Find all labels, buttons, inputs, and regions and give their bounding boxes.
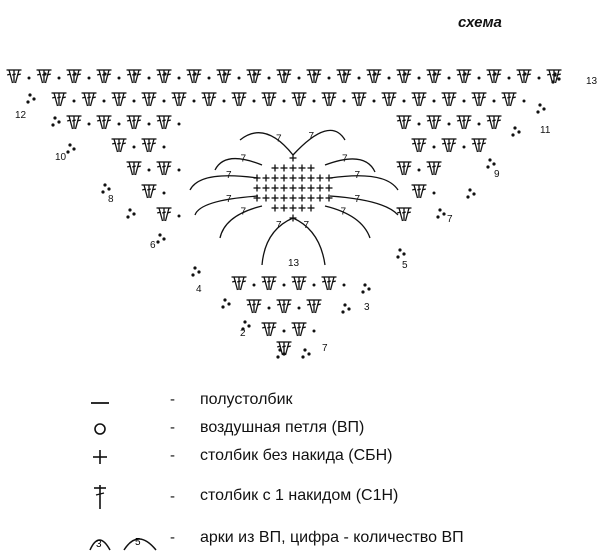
chain-arc	[190, 176, 258, 190]
shell-stitch	[232, 277, 247, 290]
chain-dot	[53, 116, 56, 119]
chain-dot	[156, 240, 159, 243]
shell-stitch	[112, 139, 127, 152]
chain-dot	[162, 237, 165, 240]
sc-cross	[308, 185, 315, 192]
sc-cross	[272, 195, 279, 202]
chain-dot	[268, 77, 271, 80]
chain-dot	[227, 302, 230, 305]
shell-stitch	[67, 70, 82, 83]
sc-cross	[281, 195, 288, 202]
chain-dot	[32, 97, 35, 100]
chain-dot	[298, 77, 301, 80]
shell-stitches	[7, 70, 562, 355]
chain-dot	[361, 290, 364, 293]
row-number-5: 5	[402, 260, 408, 271]
chain-dot	[283, 330, 286, 333]
chain-dot	[538, 77, 541, 80]
chain-dot	[298, 307, 301, 310]
shell-stitch	[157, 70, 172, 83]
chain-dot	[403, 72, 406, 75]
chain-dot	[478, 77, 481, 80]
chain-dot	[58, 77, 61, 80]
chain-dot	[107, 187, 110, 190]
sc-cross	[308, 175, 315, 182]
chain-dot	[73, 100, 76, 103]
sc-cross	[254, 195, 261, 202]
chain-dot	[133, 146, 136, 149]
chain-dot	[478, 123, 481, 126]
chain-dot	[282, 352, 285, 355]
chain-dot	[103, 100, 106, 103]
chain-dot	[163, 72, 166, 75]
chain-dot	[463, 146, 466, 149]
arc-label: 7	[354, 170, 361, 181]
chain-dot	[178, 169, 181, 172]
row-number-labels	[15, 76, 598, 354]
chain-dot	[468, 188, 471, 191]
chain-dot	[343, 100, 346, 103]
chain-dot	[448, 77, 451, 80]
chain-dot	[193, 100, 196, 103]
chain-dot	[197, 270, 200, 273]
shell-stitch	[247, 300, 262, 313]
shell-stitch	[442, 139, 457, 152]
arc-count-3: 3	[96, 539, 102, 550]
row-number-8: 8	[108, 194, 114, 205]
sc-cross	[272, 165, 279, 172]
chain-dot	[433, 100, 436, 103]
shell-stitch	[277, 70, 292, 83]
chain-dot	[433, 192, 436, 195]
chain-dot	[436, 215, 439, 218]
chain-dot	[343, 72, 346, 75]
legend-dash: -	[170, 447, 175, 464]
chain-dot	[396, 255, 399, 258]
chain-dot	[551, 80, 554, 83]
shell-stitch	[142, 139, 157, 152]
shell-stitch	[427, 116, 442, 129]
arc-label: 7	[226, 194, 232, 205]
sc-cross	[299, 175, 306, 182]
shell-stitch	[262, 277, 277, 290]
legend-label-arcs: арки из ВП, цифра - количество ВП	[200, 529, 464, 546]
sc-cross	[281, 165, 288, 172]
sc-cross	[281, 175, 288, 182]
chain-dot	[88, 123, 91, 126]
chain-dot	[313, 72, 316, 75]
diagram-title: схема	[458, 14, 502, 31]
sc-cross	[272, 175, 279, 182]
shell-stitch	[127, 162, 142, 175]
row-number-4: 4	[196, 284, 202, 295]
chain-dot	[313, 284, 316, 287]
shell-stitch	[67, 116, 82, 129]
legend-label-half-dc: полустолбик	[200, 391, 293, 408]
shell-stitch	[397, 70, 412, 83]
sc-cross	[317, 185, 324, 192]
row-number-13: 13	[586, 76, 598, 87]
chain-dot	[488, 158, 491, 161]
shell-stitch	[112, 93, 127, 106]
legend-row-dc	[0, 480, 607, 514]
chain-dot	[536, 110, 539, 113]
shell-stitch	[247, 70, 262, 83]
chain-dot	[88, 77, 91, 80]
legend-row-half-dc	[0, 388, 607, 418]
chain-dot	[51, 123, 54, 126]
arc-label: 7	[226, 170, 232, 181]
chain-dot	[363, 283, 366, 286]
shell-stitch	[292, 323, 307, 336]
chain-dot	[253, 72, 256, 75]
chain-dot	[388, 77, 391, 80]
shell-stitch	[307, 300, 322, 313]
chain-arc	[240, 133, 293, 155]
shell-stitch	[142, 185, 157, 198]
sc-cross	[308, 205, 315, 212]
shell-stitch	[277, 300, 292, 313]
shell-stitch	[502, 93, 517, 106]
arc-label: 7	[303, 220, 310, 231]
chain-dot	[223, 298, 226, 301]
shell-stitch	[52, 93, 67, 106]
chain-dot	[243, 320, 246, 323]
shell-stitch	[457, 70, 472, 83]
chain-dot	[553, 73, 556, 76]
chain-dot	[208, 77, 211, 80]
arc-label: 7	[340, 206, 347, 218]
shell-stitch	[457, 116, 472, 129]
shell-stitch	[262, 323, 277, 336]
shell-stitch	[97, 70, 112, 83]
chain-dot	[307, 352, 310, 355]
sc-cross	[299, 195, 306, 202]
chain-dot	[26, 100, 29, 103]
shell-stitch	[82, 93, 97, 106]
shell-stitch	[322, 93, 337, 106]
chain-dot	[367, 287, 370, 290]
chain-arc	[330, 176, 398, 190]
chain-arc	[215, 159, 262, 170]
chain-dot	[313, 100, 316, 103]
chain-arc	[325, 206, 370, 238]
arc-label: 7	[276, 133, 282, 145]
chain-dot	[402, 252, 405, 255]
sc-cross	[281, 205, 288, 212]
chain-dot	[103, 183, 106, 186]
legend-label-dc: столбик с 1 накидом (С1Н)	[200, 487, 399, 504]
sc-cross	[263, 175, 270, 182]
chain-arc	[325, 159, 375, 172]
arc-label: 7	[240, 153, 247, 165]
center-row-label: 13	[288, 258, 300, 269]
shell-stitch	[157, 162, 172, 175]
sc-cross	[290, 215, 297, 222]
shell-stitch	[412, 93, 427, 106]
legend-dash: -	[170, 419, 175, 436]
shell-stitch	[127, 116, 142, 129]
sc-cross	[272, 205, 279, 212]
chain-dot	[178, 123, 181, 126]
sc-cross	[308, 195, 315, 202]
sc-cross	[299, 165, 306, 172]
legend-dash: -	[170, 488, 175, 505]
chain-dot	[301, 355, 304, 358]
arc-count-5: 5	[135, 537, 141, 548]
chain-dot	[433, 146, 436, 149]
chain-dot	[538, 103, 541, 106]
chain-dot	[517, 130, 520, 133]
row-number-11: 11	[540, 125, 551, 136]
half-stitch-icon	[88, 396, 112, 410]
shell-stitch	[157, 208, 172, 221]
sc-cross	[272, 185, 279, 192]
chain-dot	[163, 146, 166, 149]
shell-stitch	[472, 93, 487, 106]
chain-dot	[223, 100, 226, 103]
shell-stitch	[427, 70, 442, 83]
row-number-7-bottom: 7	[322, 343, 328, 354]
chain-dot	[511, 133, 514, 136]
sc-cross	[290, 175, 297, 182]
row-number-10: 10	[55, 152, 67, 163]
sc-cross	[290, 205, 297, 212]
chain-dot	[433, 72, 436, 75]
sc-cross	[299, 205, 306, 212]
chain-dot	[438, 208, 441, 211]
sc-cross	[263, 185, 270, 192]
sc-cross	[317, 195, 324, 202]
legend-row-arcs	[0, 526, 607, 556]
chain-dot	[118, 77, 121, 80]
chain-dot	[178, 215, 181, 218]
chain-dot	[28, 77, 31, 80]
arc-label: 7	[308, 131, 315, 142]
arc-label: 7	[354, 194, 361, 205]
shell-stitch	[412, 185, 427, 198]
chain-dot	[276, 355, 279, 358]
chain-dot	[68, 143, 71, 146]
chain-dot	[133, 100, 136, 103]
chain-arc-icons	[86, 528, 166, 554]
arc-label: 7	[276, 220, 282, 231]
chain-dot	[193, 72, 196, 75]
chain-dot	[148, 77, 151, 80]
chain-dot	[463, 72, 466, 75]
chain-dot	[178, 77, 181, 80]
shell-stitch	[382, 93, 397, 106]
shell-stitch	[232, 93, 247, 106]
chain-dot	[492, 162, 495, 165]
chain-dot	[418, 123, 421, 126]
chain-dot	[493, 72, 496, 75]
chain-dot	[283, 72, 286, 75]
chain-dot	[347, 307, 350, 310]
chain-dot	[253, 284, 256, 287]
shell-stitch	[202, 93, 217, 106]
chain-dot	[448, 123, 451, 126]
chain-dot	[221, 305, 224, 308]
chain-dot	[493, 100, 496, 103]
chain-dot	[373, 72, 376, 75]
shell-stitch	[262, 93, 277, 106]
chain-dot	[313, 330, 316, 333]
chain-dot	[278, 348, 281, 351]
sc-cross	[326, 185, 333, 192]
arc-label: 7	[240, 206, 247, 218]
chain-dot	[57, 120, 60, 123]
shell-stitch	[367, 70, 382, 83]
shell-stitch	[472, 139, 487, 152]
shell-stitch	[322, 277, 337, 290]
chain-dot	[341, 310, 344, 313]
double-crochet-icon	[90, 482, 110, 510]
chain-dot	[72, 147, 75, 150]
shell-stitch	[427, 162, 442, 175]
sc-cross	[317, 175, 324, 182]
shell-stitch	[397, 116, 412, 129]
chain-dot	[343, 284, 346, 287]
chain-dot	[328, 77, 331, 80]
chain-arc	[293, 130, 345, 155]
sc-cross	[290, 195, 297, 202]
chain-dot	[101, 190, 104, 193]
chain-dot	[403, 100, 406, 103]
shell-stitch	[172, 93, 187, 106]
chain-dot	[373, 100, 376, 103]
chain-dot	[442, 212, 445, 215]
legend-row-chain	[0, 416, 607, 446]
shell-stitch	[412, 139, 427, 152]
shell-stitch	[292, 277, 307, 290]
chain-dot	[303, 348, 306, 351]
shell-stitch	[7, 70, 22, 83]
chain-dot	[523, 72, 526, 75]
chain-dot	[523, 100, 526, 103]
shell-stitch	[97, 116, 112, 129]
chain-dot	[238, 77, 241, 80]
shell-stitch	[187, 70, 202, 83]
chain-dot	[472, 192, 475, 195]
sc-cross	[281, 185, 288, 192]
chain-dot	[513, 126, 516, 129]
chain-dot	[283, 100, 286, 103]
row-number-9: 9	[494, 169, 500, 180]
chain-dot	[133, 72, 136, 75]
chain-dot	[148, 169, 151, 172]
chain-dot	[163, 100, 166, 103]
sc-cross	[254, 175, 261, 182]
chain-dot	[343, 303, 346, 306]
chain-dot	[43, 72, 46, 75]
sc-cross	[326, 175, 333, 182]
chain-dot	[418, 77, 421, 80]
sc-cross	[308, 165, 315, 172]
chain-dot	[28, 93, 31, 96]
legend-row-sc	[0, 444, 607, 474]
chain-dot	[283, 284, 286, 287]
chain-dot	[557, 77, 560, 80]
row-number-2: 2	[240, 328, 246, 339]
chain-dot	[418, 169, 421, 172]
chain-dot	[542, 107, 545, 110]
shell-stitch	[142, 93, 157, 106]
row-number-6: 6	[150, 240, 156, 251]
shell-stitch	[217, 70, 232, 83]
chain-dot	[118, 123, 121, 126]
shell-stitch	[337, 70, 352, 83]
sc-cross	[290, 155, 297, 162]
chain-dot	[163, 192, 166, 195]
chain-dot	[132, 212, 135, 215]
chain-dot	[193, 266, 196, 269]
chain-dot	[247, 324, 250, 327]
chain-dot	[73, 72, 76, 75]
row-number-7: 7	[447, 214, 453, 225]
shell-stitch	[127, 70, 142, 83]
chain-dot	[223, 72, 226, 75]
chain-dot	[508, 77, 511, 80]
shell-stitch	[37, 70, 52, 83]
chain-dot	[466, 195, 469, 198]
row-number-3: 3	[364, 302, 370, 313]
sc-cross	[254, 185, 261, 192]
shell-stitch	[442, 93, 457, 106]
shell-stitch	[397, 208, 412, 221]
chain-stitch-icon	[92, 420, 108, 436]
single-crochet-icon	[91, 447, 109, 465]
legend-label-sc: столбик без накида (СБН)	[200, 447, 393, 464]
arc-label: 7	[342, 153, 348, 165]
sc-cross	[263, 195, 270, 202]
shell-stitch	[517, 70, 532, 83]
chain-dot	[486, 165, 489, 168]
chain-dot	[463, 100, 466, 103]
chain-dot	[268, 307, 271, 310]
chain-dot	[158, 233, 161, 236]
row-number-12: 12	[15, 110, 27, 121]
shell-stitch	[157, 116, 172, 129]
shell-stitch	[307, 70, 322, 83]
center-sc-grid	[254, 155, 333, 222]
chain-dot	[398, 248, 401, 251]
chain-dot	[191, 273, 194, 276]
shell-stitch	[397, 162, 412, 175]
legend-label-chain: воздушная петля (ВП)	[200, 419, 365, 436]
legend-dash: -	[170, 529, 175, 546]
chain-dot	[253, 100, 256, 103]
chain-dot	[66, 150, 69, 153]
shell-stitch	[487, 70, 502, 83]
chain-dot	[358, 77, 361, 80]
chain-dot	[103, 72, 106, 75]
sc-cross	[290, 165, 297, 172]
shell-stitch	[292, 93, 307, 106]
sc-cross	[290, 185, 297, 192]
legend-dash: -	[170, 391, 175, 408]
chain-dot	[148, 123, 151, 126]
shell-stitch	[352, 93, 367, 106]
shell-stitch	[487, 116, 502, 129]
chain-dot	[126, 215, 129, 218]
sc-cross	[299, 185, 306, 192]
chain-dot	[128, 208, 131, 211]
